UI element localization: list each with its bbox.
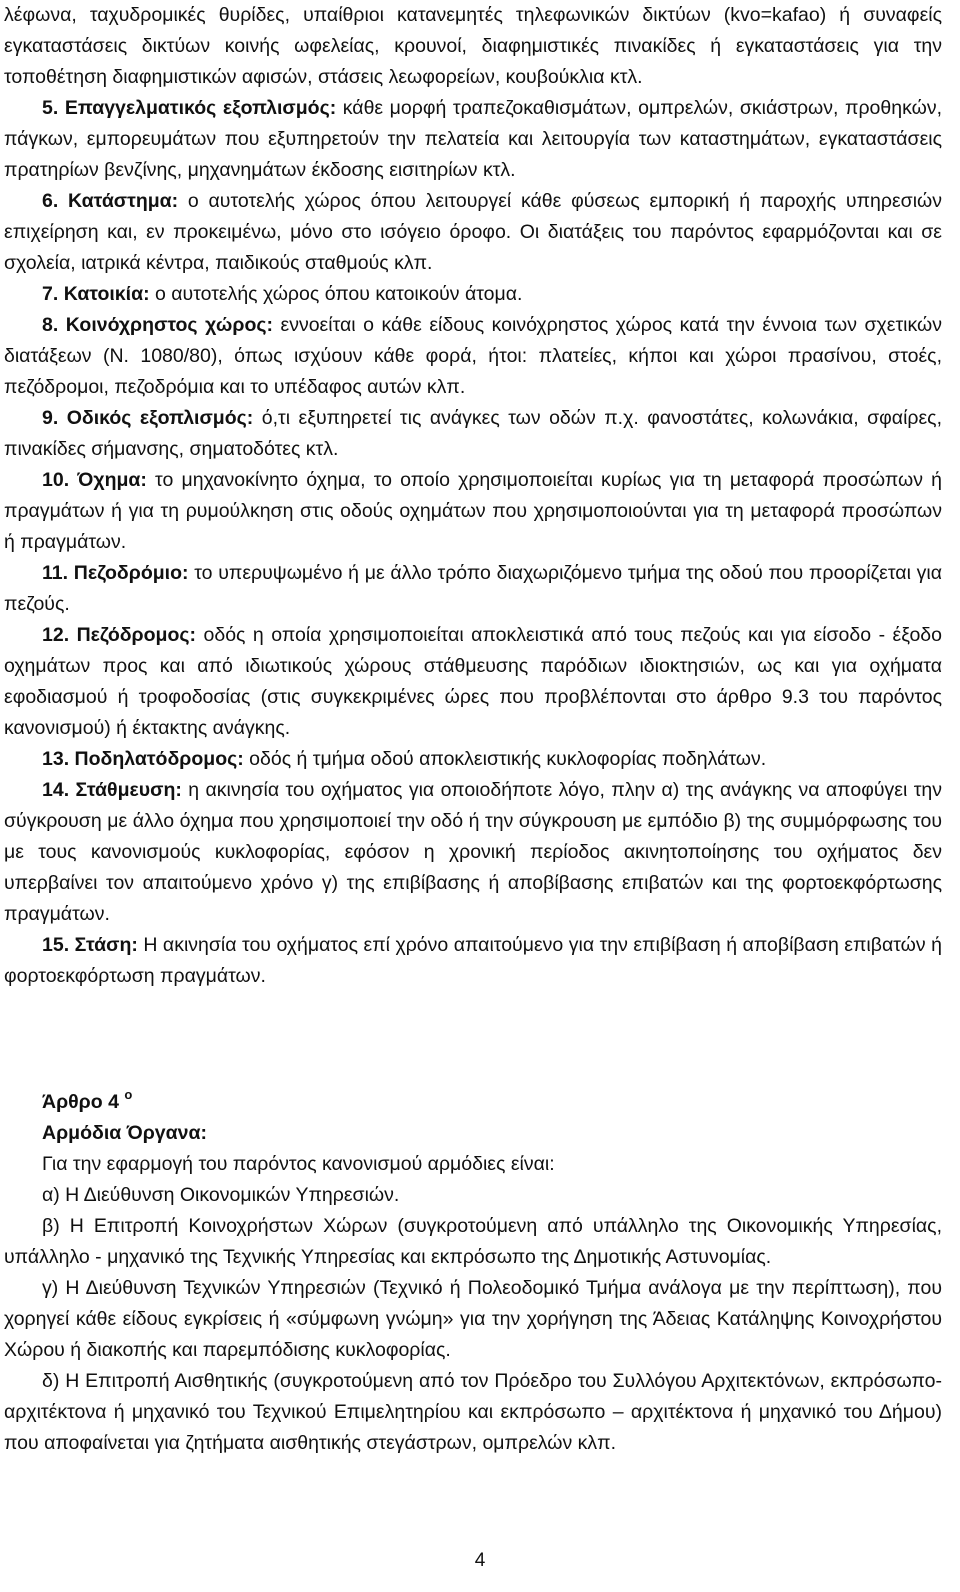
definition-term: Στάση: [74, 934, 138, 956]
definition-12 [4, 620, 942, 744]
article-subheading: Αρμόδια Όργανα: [42, 1122, 207, 1144]
definition-number: 8. [42, 314, 59, 336]
definition-15 [4, 930, 942, 992]
definition-text: οδός η οποία χρησιμοποιείται αποκλειστικά από τους πεζούς και για είσοδο - έξοδο οχημάτων προς και από ιδιωτικούς χώρους στάθμευσης παρόδιων ιδιοκτησιών, ως και για οχήματα εφοδιασμού ή τροφοδοσίας (στις συγκεκριμένες ώρες που προβλέπονται στο άρθρο 9.3 του παρόντος κανονισμού) ή έκτακτης ανάγκης. [4, 624, 942, 739]
definition-text: Η ακινησία του οχήματος επί χρόνο απαιτούμενο για την επιβίβαση ή αποβίβαση επιβατών ή φορτοεκφόρτωση πραγμάτων. [4, 934, 942, 987]
article-4-section [4, 1087, 942, 1459]
definition-number: 7. [42, 283, 59, 305]
definition-number: 10. [42, 469, 70, 491]
definition-number: 14. [42, 779, 70, 801]
definition-number: 12. [42, 624, 70, 646]
definition-text: ο αυτοτελής χώρος όπου λειτουργεί κάθε φύσεως εμπορική ή παροχής υπηρεσιών επιχείρηση και, εν προκειμένω, μόνο στο ισόγειο όροφο. Οι διατάξεις του παρόντος εφαρμόζονται και σε σχολεία, ιατρικά κέντρα, παιδικούς σταθμούς κλπ. [4, 190, 942, 274]
definition-7 [4, 279, 942, 310]
article-intro: Για την εφαρμογή του παρόντος κανονισμού αρμόδιες είναι: [42, 1153, 555, 1175]
definition-number: 13. [42, 748, 70, 770]
definition-text: η ακινησία του οχήματος για οποιοδήποτε λόγο, πλην α) της ανάγκης να αποφύγει την σύγκρουση με άλλο όχημα που χρησιμοποιεί την οδό ή την σύγκρουση με εμπόδιο β) της συμμόρφωσης του με τους κανονισμούς κυκλοφορίας, εφόσον η χρονική περίοδος ακινητοποίησης του οχήματος δεν υπερβαίνει τον απαιτούμενο χρόνο γ) της επιβίβασης ή αποβίβασης επιβατών και της φορτοεκφόρτωσης πραγμάτων. [4, 779, 942, 925]
definition-text: οδός ή τμήμα οδού αποκλειστικής κυκλοφορίας ποδηλάτων. [243, 748, 767, 770]
definition-term: Πεζόδρομος: [76, 624, 197, 646]
definition-number: 11. [42, 562, 69, 584]
article-heading-superscript: ο [124, 1086, 133, 1102]
definition-term: Όχημα: [77, 469, 147, 491]
definition-5 [4, 93, 942, 186]
page-number: 4 [474, 1550, 486, 1571]
definition-9 [4, 403, 942, 465]
definition-text: ό,τι εξυπηρετεί τις ανάγκες των οδών π.χ. φανοστάτες, κολωνάκια, σφαίρες, πινακίδες σήμανσης, σηματοδότες κτλ. [4, 407, 942, 460]
definitions-section [4, 0, 942, 992]
definition-term: Επαγγελματικός εξοπλισμός: [64, 97, 337, 119]
definition-term: Κοινόχρηστος χώρος: [65, 314, 273, 336]
definition-term: Ποδηλατόδρομος: [74, 748, 244, 770]
definition-term: Στάθμευση: [75, 779, 182, 801]
definition-term: Κατάστημα: [68, 190, 179, 212]
definition-6 [4, 186, 942, 279]
article-heading [4, 1087, 942, 1118]
definition-text: κάθε μορφή τραπεζοκαθισμάτων, ομπρελών, σκιάστρων, προθηκών, πάγκων, εμπορευμάτων που εξυπηρετούν την πελατεία και λειτουργία των καταστημάτων, εγκαταστάσεις πρατηρίων βενζίνης, μηχανημάτων έκδοσης εισιτηρίων κτλ. [4, 97, 942, 181]
definition-term: Κατοικία: [63, 283, 150, 305]
article-item-b: β) Η Επιτροπή Κοινοχρήστων Χώρων (συγκροτούμενη από υπάλληλο της Οικονομικής Υπηρεσίας, υπάλληλο - μηχανικό της Τεχνικής Υπηρεσίας και εκπρόσωπο της Δημοτικής Αστυνομίας. [4, 1215, 942, 1268]
article-item-a: α) Η Διεύθυνση Οικονομικών Υπηρεσιών. [42, 1184, 400, 1206]
article-item-d: δ) Η Επιτροπή Αισθητικής (συγκροτούμενη από τον Πρόεδρο του Συλλόγου Αρχιτεκτόνων, εκπρόσωπο-αρχιτέκτονα ή μηχανικό του Τεχνικού Επιμελητηρίου και εκπρόσωπο – αρχιτέκτονα ή μηχανικό του Δήμου) που αποφαίνεται για ζητήματα αισθητικής στεγάστρων, ομπρελών κλπ. [4, 1370, 942, 1454]
definition-text: εννοείται ο κάθε είδους κοινόχρηστος χώρος κατά την έννοια των σχετικών διατάξεων (Ν. 1080/80), όπως ισχύουν κάθε φορά, ήτοι: πλατείες, κήποι και χώροι πρασίνου, στοές, πεζόδρομοι, πεζοδρόμια και το υπέδαφος αυτών κλπ. [4, 314, 942, 398]
intro-paragraph: λέφωνα, ταχυδρομικές θυρίδες, υπαίθριοι κατανεμητές τηλεφωνικών δικτύων (kvo=kafao) ή συναφείς εγκαταστάσεις δικτύων κοινής ωφελείας, κρουνοί, διαφημιστικές πινακίδες ή εγκαταστάσεις για την τοποθέτηση διαφημιστικών αφισών, στάσεις λεωφορείων, κουβούκλια κτλ. [4, 4, 942, 88]
definition-8 [4, 310, 942, 403]
definition-term: Οδικός εξοπλισμός: [66, 407, 254, 429]
definition-14 [4, 775, 942, 930]
definition-number: 6. [42, 190, 59, 212]
definition-number: 5. [42, 97, 59, 119]
definition-text: το μηχανοκίνητο όχημα, το οποίο χρησιμοποιείται κυρίως για τη μεταφορά προσώπων ή πραγμάτων ή για τη ρυμούλκηση στις οδούς οχημάτων που χρησιμοποιούνται για τη μεταφορά προσώπων ή πραγμάτων. [4, 469, 942, 553]
definition-13 [4, 744, 942, 775]
definition-10 [4, 465, 942, 558]
article-heading-text: Άρθρο 4 [42, 1091, 119, 1113]
definition-text: το υπερυψωμένο ή με άλλο τρόπο διαχωριζόμενο τμήμα της οδού που προορίζεται για πεζούς. [4, 562, 942, 615]
definition-11 [4, 558, 942, 620]
definition-number: 9. [42, 407, 59, 429]
definition-number: 15. [42, 934, 70, 956]
definition-term: Πεζοδρόμιο: [73, 562, 189, 584]
definition-text: ο αυτοτελής χώρος όπου κατοικούν άτομα. [149, 283, 523, 305]
article-item-c: γ) Η Διεύθυνση Τεχνικών Υπηρεσιών (Τεχνικό ή Πολεοδομικό Τμήμα ανάλογα με την περίπτωση), που χορηγεί κάθε είδους εγκρίσεις ή «σύμφωνη γνώμη» για την χορήγηση της Άδειας Κατάληψης Κοινοχρήστου Χώρου ή διακοπής και παρεμπόδισης κυκλοφορίας. [4, 1277, 942, 1361]
